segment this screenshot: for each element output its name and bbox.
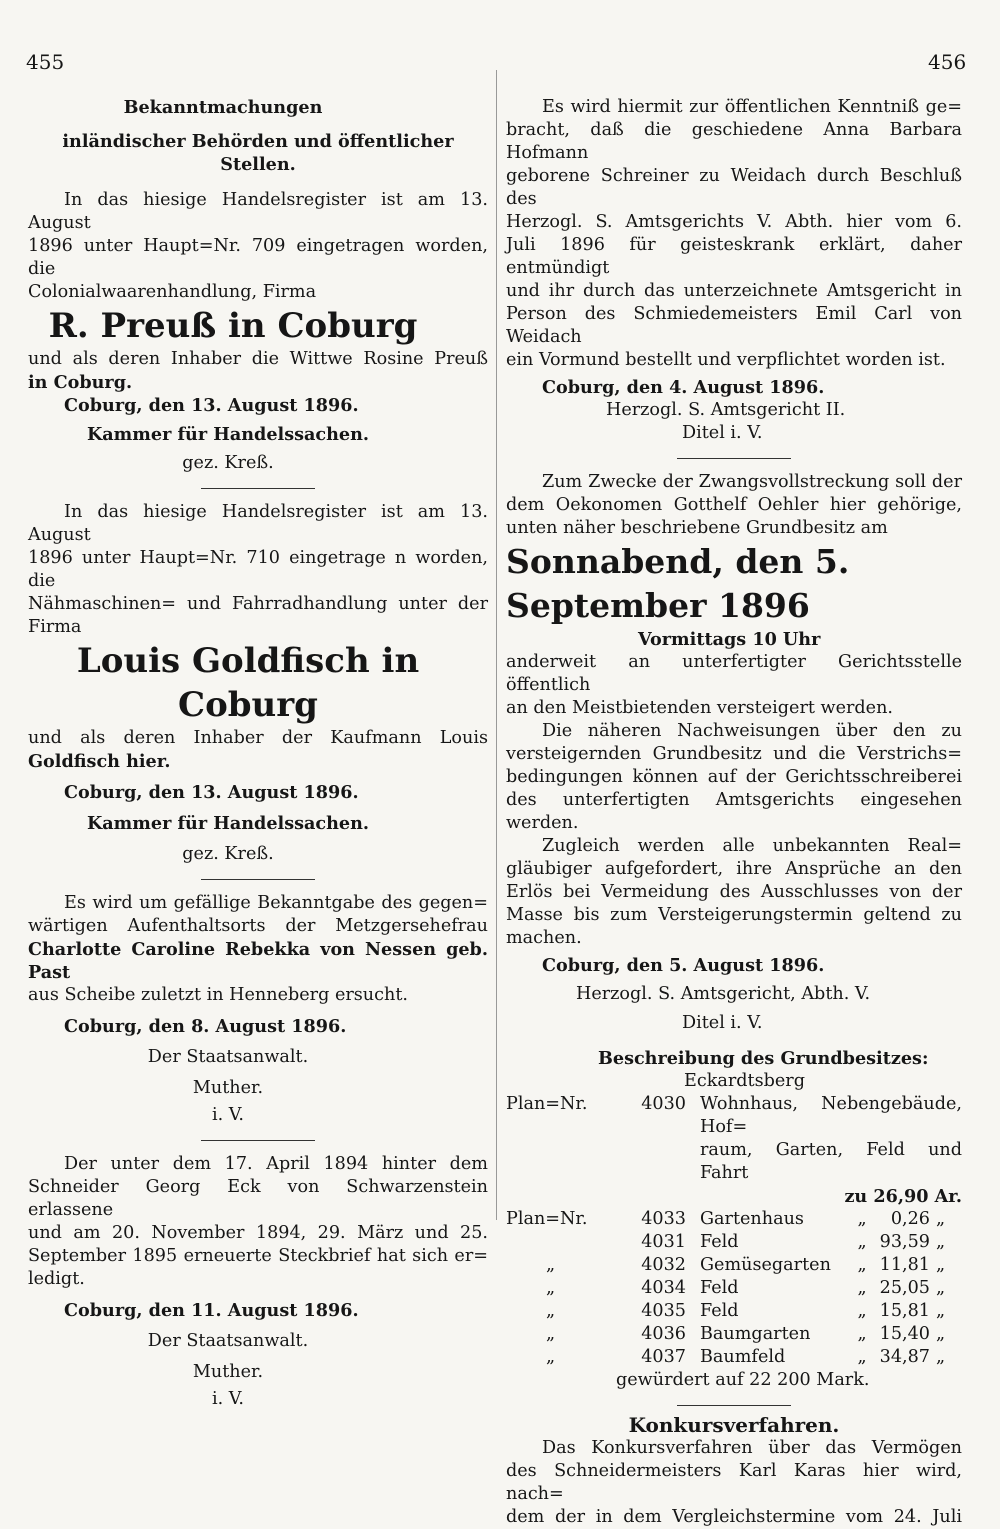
plan-description: Baumfeld bbox=[700, 1347, 786, 1367]
notice-line: bracht, daß die geschiedene Anna Barbara Hofmann bbox=[506, 120, 962, 163]
separator-line bbox=[201, 1140, 315, 1141]
description-line: Wohnhaus, Nebengebäude, Hof= bbox=[700, 1094, 962, 1137]
plan-label: „ bbox=[546, 1324, 556, 1344]
notice-hofmann bbox=[506, 96, 962, 445]
column-divider bbox=[496, 70, 497, 1220]
notice-line: und als deren Inhaber die Wittwe Rosine Preuß bbox=[28, 349, 488, 369]
property-value: gewürdert auf 22 200 Mark. bbox=[616, 1370, 870, 1390]
ditto-mark: „ bbox=[857, 1232, 867, 1252]
notice-eck bbox=[28, 1153, 488, 1411]
notice-line: an den Meistbietenden versteigert werden. bbox=[506, 698, 894, 718]
notice-line: Schneider Georg Eck von Schwarzenstein erlassene bbox=[28, 1177, 488, 1220]
firm-name: R. Preuß in Coburg bbox=[48, 306, 418, 346]
notice-authority: Kammer für Handelssachen. bbox=[86, 813, 370, 834]
ditto-mark: „ bbox=[936, 1209, 946, 1229]
notice-line: und am 20. November 1894, 29. März und 25. bbox=[28, 1223, 488, 1243]
page-number-right: 456 bbox=[928, 50, 967, 74]
description-line: raum, Garten, Feld und Fahrt bbox=[700, 1140, 962, 1183]
notice-nessen bbox=[28, 892, 488, 1127]
separator-line bbox=[677, 1405, 791, 1406]
plan-description: Feld bbox=[700, 1278, 739, 1298]
konkurs-heading: Konkursverfahren. bbox=[628, 1413, 840, 1437]
notice-date: Coburg, den 4. August 1896. bbox=[542, 377, 825, 398]
separator-line bbox=[201, 488, 315, 489]
plan-label: „ bbox=[546, 1347, 556, 1367]
ditto-mark: „ bbox=[936, 1278, 946, 1298]
notice-line: 1896 unter Haupt=Nr. 710 eingetrage n worden, die bbox=[28, 548, 488, 591]
notice-date: Coburg, den 13. August 1896. bbox=[64, 782, 359, 803]
property-place: Eckardtsberg bbox=[684, 1071, 805, 1091]
plan-number: 4033 bbox=[641, 1209, 686, 1229]
notice-line: machen. bbox=[506, 928, 582, 948]
notice-line: Der unter dem 17. April 1894 hinter dem bbox=[64, 1154, 488, 1174]
notice-preuss bbox=[28, 189, 488, 475]
plan-description: Feld bbox=[700, 1232, 739, 1252]
notice-authority: Der Staatsanwalt. bbox=[147, 1331, 309, 1351]
notice-line: dem der in dem Vergleichstermine vom 24. Juli bbox=[506, 1507, 962, 1527]
notice-konkurs bbox=[506, 1414, 962, 1529]
notice-line: Zum Zwecke der Zwangsvollstreckung soll der bbox=[542, 472, 962, 492]
notice-line: Es wird um gefällige Bekanntgabe des gegen= bbox=[64, 893, 488, 913]
table-row bbox=[506, 1300, 962, 1323]
notice-line: September 1895 erneuerte Steckbrief hat sich er= bbox=[28, 1246, 488, 1266]
notice-authority: Kammer für Handelssachen. bbox=[86, 424, 370, 445]
plan-number: 4037 bbox=[641, 1347, 686, 1367]
notice-authority: Der Staatsanwalt. bbox=[147, 1047, 309, 1067]
plan-description: Gemüsegarten bbox=[700, 1255, 831, 1275]
property-table bbox=[506, 1093, 962, 1369]
section-subheading: inländischer Behörden und öffentlicher Stellen. bbox=[62, 131, 454, 175]
plan-number: 4032 bbox=[641, 1255, 686, 1275]
notice-line: ledigt. bbox=[28, 1269, 85, 1289]
plan-area: 15,40 bbox=[879, 1324, 930, 1344]
notice-line: Die näheren Nachweisungen über den zu bbox=[542, 721, 962, 741]
ditto-mark: „ bbox=[857, 1301, 867, 1321]
ditto-mark: „ bbox=[857, 1255, 867, 1275]
notice-line: des unterfertigten Amtsgerichts eingesehen werden. bbox=[506, 790, 962, 833]
notice-line: versteigernden Grundbesitz und die Verstrichs= bbox=[506, 744, 962, 764]
notice-iv: i. V. bbox=[211, 1105, 245, 1125]
plan-number: 4034 bbox=[641, 1278, 686, 1298]
property-description bbox=[506, 1047, 962, 1392]
table-row bbox=[506, 1231, 962, 1254]
plan-area: 15,81 bbox=[879, 1301, 930, 1321]
table-row bbox=[506, 1346, 962, 1369]
page-number-left: 455 bbox=[26, 50, 65, 74]
notice-line: wärtigen Aufenthaltsorts der Metzgersehefrau bbox=[28, 916, 488, 936]
notice-line: Herzogl. S. Amtsgerichts V. Abth. hier vom 6. bbox=[506, 212, 962, 232]
notice-line: Nähmaschinen= und Fahrradhandlung unter der bbox=[28, 594, 488, 614]
notice-authority: Herzogl. S. Amtsgericht II. bbox=[606, 400, 846, 420]
table-row bbox=[506, 1093, 962, 1208]
notice-authority: Herzogl. S. Amtsgericht, Abth. V. bbox=[576, 984, 871, 1004]
table-row bbox=[506, 1277, 962, 1300]
notice-line: geborene Schreiner zu Weidach durch Beschluß des bbox=[506, 166, 962, 209]
plan-description bbox=[700, 1093, 962, 1208]
notice-line: ein Vormund bestellt und verpflichtet worden ist. bbox=[506, 350, 946, 370]
ditto-mark: „ bbox=[857, 1324, 867, 1344]
notice-line: Zugleich werden alle unbekannten Real= bbox=[542, 836, 962, 856]
notice-line: Juli 1896 für geisteskrank erklärt, daher entmündigt bbox=[506, 235, 962, 278]
plan-number: 4036 bbox=[641, 1324, 686, 1344]
plan-description: Baumgarten bbox=[700, 1324, 811, 1344]
plan-label: „ bbox=[546, 1255, 556, 1275]
right-column bbox=[506, 96, 962, 1529]
plan-description: Gartenhaus bbox=[700, 1209, 804, 1229]
notice-line: In das hiesige Handelsregister ist am 13. August bbox=[28, 190, 488, 233]
notice-oehler bbox=[506, 471, 962, 1035]
notice-signature: gez. Kreß. bbox=[182, 453, 274, 473]
ditto-mark: „ bbox=[936, 1347, 946, 1367]
ditto-mark: „ bbox=[936, 1232, 946, 1252]
notice-line: bedingungen können auf der Gerichtsschreiberei bbox=[506, 767, 962, 787]
notice-line: und als deren Inhaber der Kaufmann Louis bbox=[28, 728, 488, 748]
notice-date: Coburg, den 13. August 1896. bbox=[64, 395, 359, 416]
firm-name: Louis Goldfisch in Coburg bbox=[76, 641, 420, 725]
plan-label bbox=[506, 1231, 634, 1254]
table-row bbox=[506, 1208, 962, 1231]
notice-line: In das hiesige Handelsregister ist am 13. August bbox=[28, 502, 488, 545]
property-title: Beschreibung des Grundbesitzes: bbox=[598, 1048, 929, 1069]
notice-date: Coburg, den 11. August 1896. bbox=[64, 1300, 359, 1321]
notice-line: Firma bbox=[28, 617, 82, 637]
notice-line: 1896 unter Haupt=Nr. 709 eingetragen worden, die bbox=[28, 236, 488, 279]
notice-signature: Ditel i. V. bbox=[682, 1013, 763, 1033]
notice-signature: gez. Kreß. bbox=[182, 844, 274, 864]
plan-label: „ bbox=[546, 1278, 556, 1298]
notice-line: Colonialwaarenhandlung, Firma bbox=[28, 282, 317, 302]
notice-signature: Muther. bbox=[192, 1078, 264, 1098]
ditto-mark: „ bbox=[936, 1255, 946, 1275]
notice-line: Goldfisch hier. bbox=[28, 751, 171, 772]
notice-line: Erlös bei Vermeidung des Ausschlusses von der bbox=[506, 882, 962, 902]
notice-date: Coburg, den 5. August 1896. bbox=[542, 955, 825, 976]
notice-line: Es wird hiermit zur öffentlichen Kenntniß ge= bbox=[542, 97, 962, 117]
ditto-mark: „ bbox=[857, 1278, 867, 1298]
ditto-mark: „ bbox=[936, 1301, 946, 1321]
notice-line: und ihr durch das unterzeichnete Amtsgericht in bbox=[506, 281, 962, 301]
auction-date: Sonnabend, den 5. September 1896 bbox=[506, 542, 850, 625]
notice-date: Coburg, den 8. August 1896. bbox=[64, 1016, 347, 1037]
notice-line: unten näher beschriebene Grundbesitz am bbox=[506, 518, 888, 538]
notice-line: dem Oekonomen Gotthelf Oehler hier gehörige, bbox=[506, 495, 962, 515]
notice-iv: i. V. bbox=[211, 1389, 245, 1409]
ditto-mark: „ bbox=[857, 1347, 867, 1367]
plan-number: 4030 bbox=[641, 1094, 686, 1114]
notice-line: Charlotte Caroline Rebekka von Nessen geb. Past bbox=[28, 939, 488, 983]
notice-line: anderweit an unterfertigter Gerichtsstelle öffentlich bbox=[506, 652, 962, 695]
notice-line: Das Konkursverfahren über das Vermögen bbox=[542, 1438, 962, 1458]
plan-area: 93,59 bbox=[879, 1232, 930, 1252]
plan-area: 0,26 bbox=[890, 1209, 930, 1229]
plan-number: 4035 bbox=[641, 1301, 686, 1321]
notice-line: Masse bis zum Versteigerungstermin geltend zu bbox=[506, 905, 962, 925]
ditto-mark: „ bbox=[857, 1209, 867, 1229]
notice-line: des Schneidermeisters Karl Karas hier wird, nach= bbox=[506, 1461, 962, 1504]
notice-line: aus Scheibe zuletzt in Henneberg ersucht. bbox=[28, 985, 408, 1005]
table-row bbox=[506, 1323, 962, 1346]
left-column bbox=[28, 96, 488, 1411]
plan-label: Plan=Nr. bbox=[506, 1209, 588, 1229]
notice-line: Person des Schmiedemeisters Emil Carl von Weidach bbox=[506, 304, 962, 347]
ditto-mark: „ bbox=[936, 1324, 946, 1344]
plan-area: 34,87 bbox=[879, 1347, 930, 1367]
notice-line: in Coburg. bbox=[28, 372, 133, 393]
separator-line bbox=[677, 458, 791, 459]
notice-goldfisch bbox=[28, 501, 488, 866]
table-row bbox=[506, 1254, 962, 1277]
plan-label: Plan=Nr. bbox=[506, 1094, 588, 1114]
auction-time: Vormittags 10 Uhr bbox=[638, 629, 821, 650]
plan-area: 11,81 bbox=[879, 1255, 930, 1275]
separator-line bbox=[201, 879, 315, 880]
plan-area: 25,05 bbox=[879, 1278, 930, 1298]
plan-label: „ bbox=[546, 1301, 556, 1321]
notice-line: gläubiger aufgefordert, ihre Ansprüche an den bbox=[506, 859, 962, 879]
plan-area: zu 26,90 Ar. bbox=[844, 1186, 962, 1207]
plan-description: Feld bbox=[700, 1301, 739, 1321]
notice-signature: Muther. bbox=[192, 1362, 264, 1382]
plan-number: 4031 bbox=[641, 1232, 686, 1252]
notice-signature: Ditel i. V. bbox=[682, 423, 763, 443]
section-heading: Bekanntmachungen bbox=[123, 97, 323, 118]
